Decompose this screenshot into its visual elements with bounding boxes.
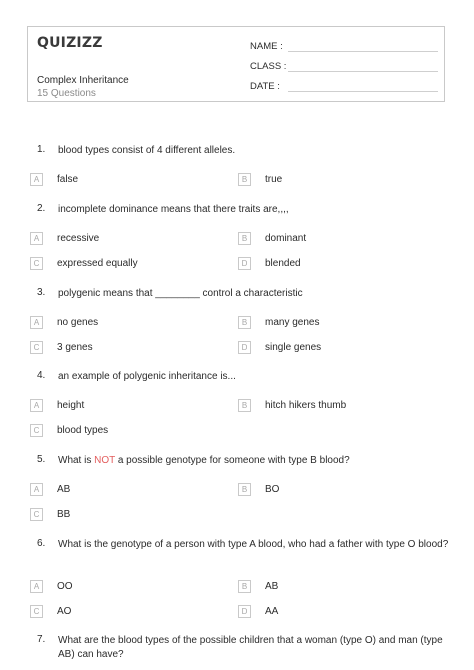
option-text: AB [265, 581, 279, 592]
name-line [288, 51, 438, 52]
option-text: height [57, 400, 85, 411]
option-text: blood types [57, 425, 109, 436]
question-number: 5. [37, 454, 46, 465]
class-field[interactable] [250, 61, 286, 72]
option-text: BO [265, 484, 280, 495]
option-letter-box: A [30, 399, 43, 412]
question-text-part: an example of polygenic inheritance is... [58, 371, 236, 382]
option-letter-box: B [238, 173, 251, 186]
option-text: true [265, 174, 283, 185]
question-count: 15 Questions [37, 88, 96, 99]
question-text-part: What is the genotype of a person with type A blood, who had a father with type O blood? [58, 539, 449, 550]
question-number: 3. [37, 287, 46, 298]
option-letter-box: D [238, 341, 251, 354]
question-number: 4. [37, 370, 46, 381]
option-letter-box: A [30, 580, 43, 593]
question-text-part: What is [58, 455, 95, 466]
option-letter-box: C [30, 424, 43, 437]
question-number: 2. [37, 203, 46, 214]
emphasis-not: NOT [94, 455, 116, 466]
date-line [288, 91, 438, 92]
option-text: 3 genes [57, 342, 93, 353]
question-text [58, 538, 453, 552]
option-letter-box: A [30, 316, 43, 329]
option-text: AB [57, 484, 71, 495]
option-letter-box: D [238, 257, 251, 270]
option-letter-box: B [238, 399, 251, 412]
question-text-part: polygenic means that ________ control a characteristic [58, 288, 303, 299]
option-text: BB [57, 509, 71, 520]
question-text [58, 370, 453, 384]
option-letter-box: A [30, 232, 43, 245]
question-text [58, 203, 453, 217]
question-text-part: What are the blood types of the possible children that a woman (type O) and man (type AB) can have? [58, 635, 443, 660]
option-text: AO [57, 606, 72, 617]
option-letter-box: B [238, 580, 251, 593]
option-letter-box: C [30, 341, 43, 354]
name-label: NAME : [250, 41, 283, 52]
option-text: hitch hikers thumb [265, 400, 347, 411]
option-letter-box: D [238, 605, 251, 618]
question-number: 1. [37, 144, 46, 155]
worksheet-header [27, 26, 445, 102]
option-text: recessive [57, 233, 100, 244]
option-letter-box: C [30, 257, 43, 270]
question-text [58, 144, 453, 158]
question-text-part: incomplete dominance means that there traits are,,,, [58, 204, 289, 215]
class-label: CLASS : [250, 61, 287, 72]
date-label: DATE : [250, 81, 280, 92]
option-text: OO [57, 581, 73, 592]
option-text: single genes [265, 342, 322, 353]
question-text [58, 454, 453, 468]
question-number: 6. [37, 538, 46, 549]
option-text: no genes [57, 317, 99, 328]
option-letter-box: C [30, 508, 43, 521]
option-letter-box: B [238, 483, 251, 496]
date-field[interactable] [250, 81, 280, 92]
class-line [288, 71, 438, 72]
question-text-part: blood types consist of 4 different alleles. [58, 145, 236, 156]
option-letter-box: A [30, 173, 43, 186]
option-letter-box: B [238, 232, 251, 245]
option-text: many genes [265, 317, 320, 328]
option-text: expressed equally [57, 258, 138, 269]
question-text-part: a possible genotype for someone with type B blood? [115, 455, 350, 466]
option-text: AA [265, 606, 279, 617]
worksheet-title: Complex Inheritance [37, 75, 129, 86]
question-number: 7. [37, 634, 46, 645]
name-field[interactable] [250, 41, 283, 52]
question-text [58, 634, 453, 662]
option-letter-box: B [238, 316, 251, 329]
option-text: false [57, 174, 79, 185]
option-letter-box: A [30, 483, 43, 496]
option-letter-box: C [30, 605, 43, 618]
quizizz-logo: QUIZIZZ [37, 35, 103, 51]
option-text: dominant [265, 233, 307, 244]
option-text: blended [265, 258, 301, 269]
question-text [58, 287, 453, 301]
